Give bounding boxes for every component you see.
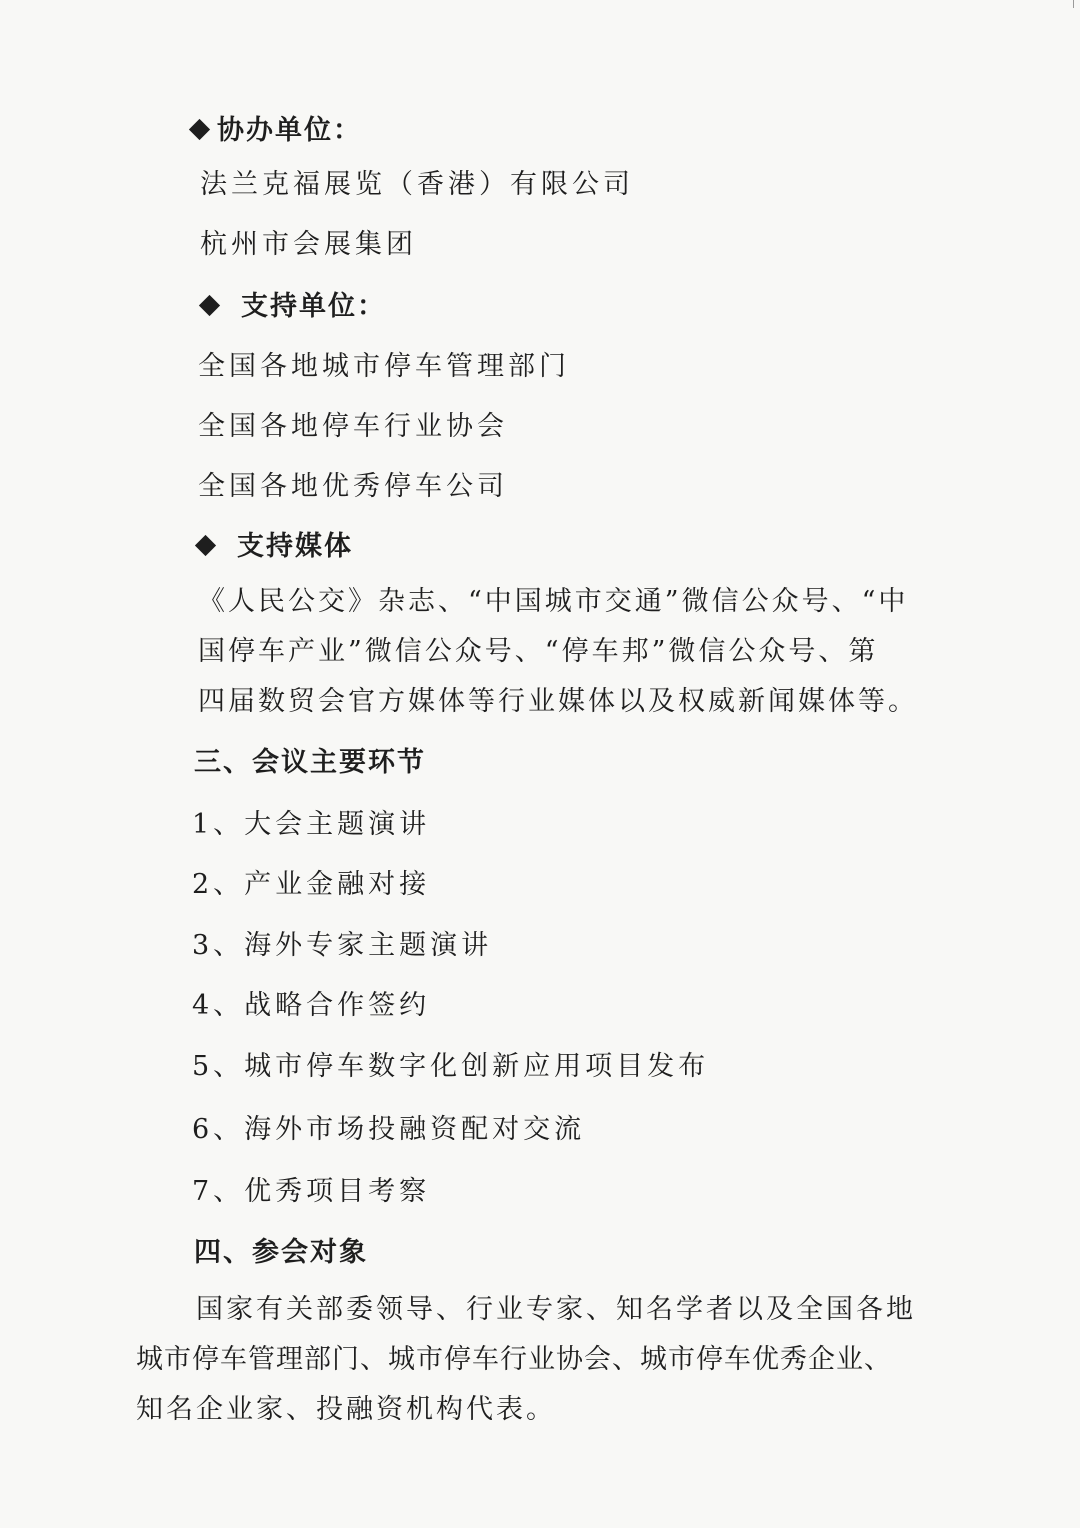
agenda-item: 2、产业金融对接 [192, 869, 431, 900]
media-paragraph-line: 《人民公交》杂志、“中国城市交通”微信公众号、“中 [198, 586, 909, 617]
agenda-item: 5、城市停车数字化创新应用项目发布 [192, 1051, 710, 1082]
participants-paragraph-line: 城市停车管理部门、城市停车行业协会、城市停车优秀企业、 [136, 1344, 892, 1375]
diamond-bullet-icon [189, 119, 210, 140]
agenda-item: 1、大会主题演讲 [192, 809, 431, 840]
diamond-bullet-icon [195, 535, 216, 556]
media-paragraph-line: 国停车产业”微信公众号、“停车邦”微信公众号、第 [198, 636, 879, 667]
participants-paragraph-line: 知名企业家、投融资机构代表。 [136, 1394, 556, 1425]
diamond-bullet-icon [199, 295, 220, 316]
agenda-item: 3、海外专家主题演讲 [192, 930, 493, 961]
media-paragraph-line: 四届数贸会官方媒体等行业媒体以及权威新闻媒体等。 [198, 686, 918, 717]
participants-paragraph-line: 国家有关部委领导、行业专家、知名学者以及全国各地 [196, 1294, 916, 1325]
section-heading-supporters: 支持单位： [202, 290, 386, 324]
co-organizer-item: 法兰克福展览（香港）有限公司 [200, 169, 634, 200]
section-heading-agenda: 三、会议主要环节 [194, 747, 426, 778]
scan-mark [1073, 0, 1074, 8]
supporter-item: 全国各地优秀停车公司 [198, 471, 508, 502]
agenda-item: 6、海外市场投融资配对交流 [192, 1114, 586, 1145]
agenda-item: 7、优秀项目考察 [192, 1176, 431, 1207]
section-heading-co-organizers: 协办单位： [192, 114, 362, 148]
co-organizer-item: 杭州市会展集团 [200, 229, 417, 260]
agenda-item: 4、战略合作签约 [192, 990, 431, 1021]
section-heading-participants: 四、参会对象 [194, 1237, 368, 1268]
supporter-item: 全国各地停车行业协会 [198, 411, 508, 442]
section-heading-media: 支持媒体 [198, 530, 353, 564]
supporter-item: 全国各地城市停车管理部门 [198, 351, 570, 382]
